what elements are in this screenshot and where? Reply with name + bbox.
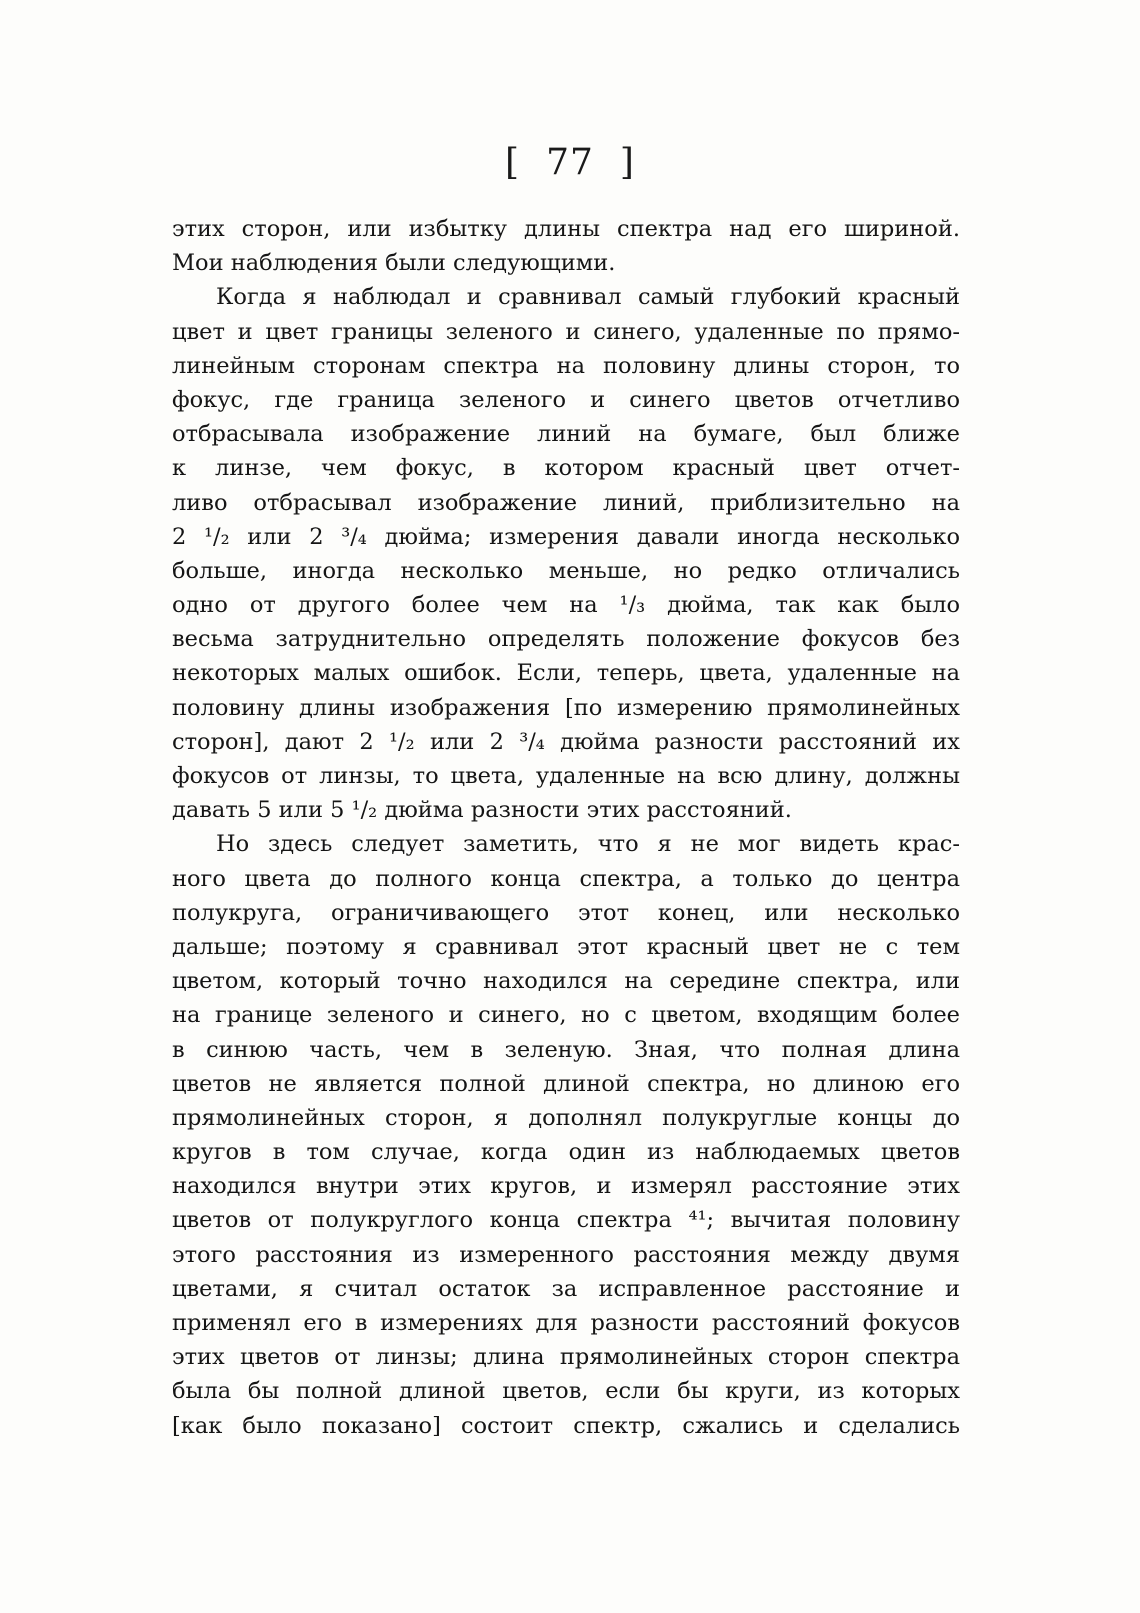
text-line: линейным сторонам спектра на половину длины сторон, то — [172, 352, 960, 379]
text-line: 2 ¹/₂ или 2 ³/₄ дюйма; измерения давали иногда несколько — [172, 523, 960, 550]
text-line: в синюю часть, чем в зеленую. Зная, что полная длина — [172, 1036, 960, 1063]
bracket-close: ] — [619, 142, 635, 183]
text-line: отбрасывала изображение линий на бумаге, был ближе — [172, 421, 960, 448]
text-line: ливо отбрасывал изображение линий, приблизительно на — [172, 489, 960, 516]
text-line: весьма затруднительно определять положение фокусов без — [172, 626, 960, 653]
paragraph — [172, 212, 960, 280]
text-line: прямолинейных сторон, я дополнял полукруглые концы до — [172, 1104, 960, 1131]
text-line: цветов от полукруглого конца спектра ⁴¹; вычитая половину — [172, 1207, 960, 1234]
bracket-open: [ — [505, 142, 521, 183]
text-line: к линзе, чем фокус, в котором красный цвет отчет- — [172, 455, 960, 482]
text-line: этих сторон, или избытку длины спектра над его шириной. — [172, 216, 960, 242]
page-number-header — [0, 142, 1140, 183]
text-line: давать 5 или 5 ¹/₂ дюйма разности этих расстояний. — [172, 797, 792, 824]
text-line: кругов в том случае, когда один из наблюдаемых цветов — [172, 1139, 960, 1166]
text-line: на границе зеленого и синего, но с цветом, входящим более — [172, 1002, 960, 1029]
text-line: полукруга, ограничивающего этот конец, или несколько — [172, 899, 960, 926]
text-line: [как было показано] состоит спектр, сжались и сделались — [172, 1412, 960, 1439]
text-line: Но здесь следует заметить, что я не мог видеть крас- — [216, 831, 960, 858]
text-line: цвет и цвет границы зеленого и синего, удаленные по прямо- — [172, 318, 960, 345]
text-line: одно от другого более чем на ¹/₃ дюйма, так как было — [172, 592, 960, 619]
paragraph — [172, 827, 960, 1442]
text-line: цветов не является полной длиной спектра, но длиною его — [172, 1070, 960, 1097]
text-line: дальше; поэтому я сравнивал этот красный цвет не с тем — [172, 933, 960, 960]
text-line: Мои наблюдения были следующими. — [172, 250, 616, 277]
text-line: некоторых малых ошибок. Если, теперь, цвета, удаленные на — [172, 660, 960, 687]
text-line: фокусов от линзы, то цвета, удаленные на всю длину, должны — [172, 763, 960, 789]
text-line: сторон], дают 2 ¹/₂ или 2 ³/₄ дюйма разности расстояний их — [172, 728, 960, 755]
text-line: этих цветов от линзы; длина прямолинейных сторон спектра — [172, 1344, 960, 1371]
text-line: была бы полной длиной цветов, если бы круги, из которых — [172, 1378, 960, 1405]
text-line: цветом, который точно находился на середине спектра, или — [172, 968, 960, 995]
body-text — [172, 212, 960, 1443]
text-line: цветами, я считал остаток за исправленное расстояние и — [172, 1275, 960, 1302]
text-line: этого расстояния из измеренного расстояния между двумя — [172, 1241, 960, 1268]
text-line: ного цвета до полного конца спектра, а только до центра — [172, 865, 960, 892]
text-line: фокус, где граница зеленого и синего цветов отчетливо — [172, 386, 960, 413]
paragraph — [172, 280, 960, 827]
text-line: половину длины изображения [по измерению прямолинейных — [172, 694, 960, 721]
text-line: применял его в измерениях для разности расстояний фокусов — [172, 1310, 960, 1336]
text-line: Когда я наблюдал и сравнивал самый глубокий красный — [216, 284, 960, 311]
page-number: 77 — [546, 142, 594, 183]
text-line: находился внутри этих кругов, и измерял расстояние этих — [172, 1173, 960, 1200]
text-line: больше, иногда несколько меньше, но редко отличались — [172, 557, 960, 584]
